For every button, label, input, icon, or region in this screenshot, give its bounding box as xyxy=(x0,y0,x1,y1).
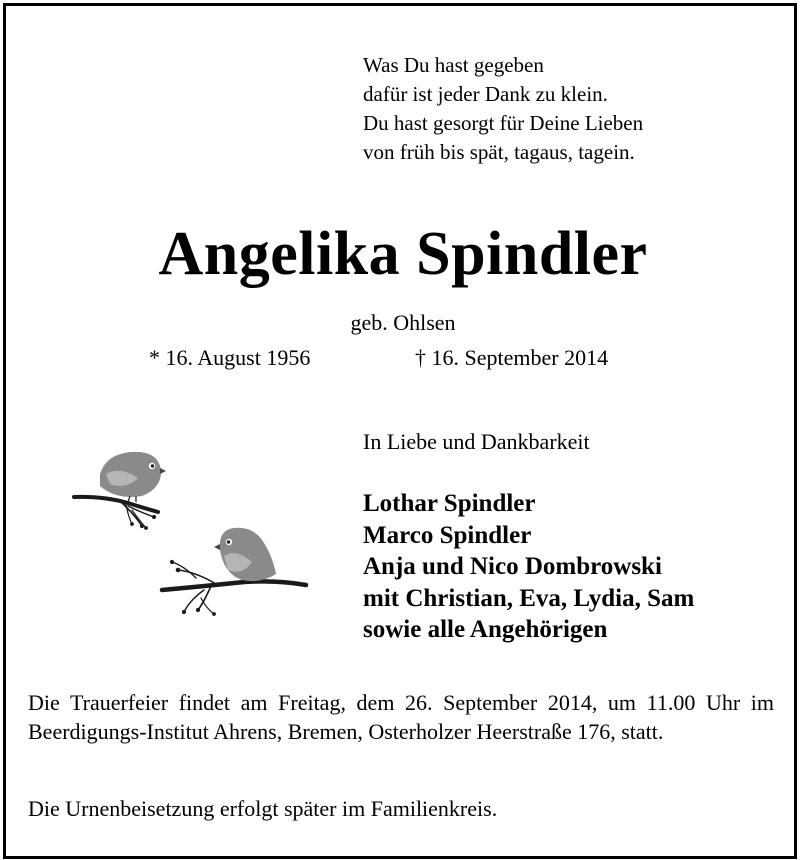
birds-on-branches-icon xyxy=(66,444,326,634)
poem-line: von früh bis spät, tagaus, tagein. xyxy=(363,140,635,164)
upper-branch xyxy=(74,497,158,530)
birth-name: geb. Ohlsen xyxy=(350,310,456,335)
mourner-entry: Anja und Nico Dombrowski xyxy=(363,553,662,580)
urn-burial-notice: Die Urnenbeisetzung erfolgt später im Familienkreis. xyxy=(28,796,498,821)
ceremony-notice: Die Trauerfeier findet am Freitag, dem 26. September 2014, um 11.00 Uhr im Beerdigungs-Institut Ahrens, Bremen, Osterholzer Heerstraße 176, statt. xyxy=(28,690,774,744)
poem-line: Du hast gesorgt für Deine Lieben xyxy=(363,111,644,135)
poem-line: Was Du hast gegeben xyxy=(363,53,544,77)
mourner-entry: mit Christian, Eva, Lydia, Sam xyxy=(363,584,695,612)
mourners-list xyxy=(363,488,694,646)
death-date: † 16. September 2014 xyxy=(415,345,609,370)
obituary-frame xyxy=(3,3,797,859)
lower-bird xyxy=(214,528,276,581)
mourner-entry: Marco Spindler xyxy=(363,521,532,549)
mourner-entry: Lothar Spindler xyxy=(363,490,536,517)
birth-date: * 16. August 1956 xyxy=(149,345,311,370)
poem-line: dafür ist jeder Dank zu klein. xyxy=(363,82,608,106)
mourners-intro: In Liebe und Dankbarkeit xyxy=(363,429,590,454)
upper-bird xyxy=(100,452,166,502)
mourner-entry: sowie alle Angehörigen xyxy=(363,616,608,643)
deceased-name: Angelika Spindler xyxy=(158,220,648,288)
memorial-poem xyxy=(363,51,643,167)
